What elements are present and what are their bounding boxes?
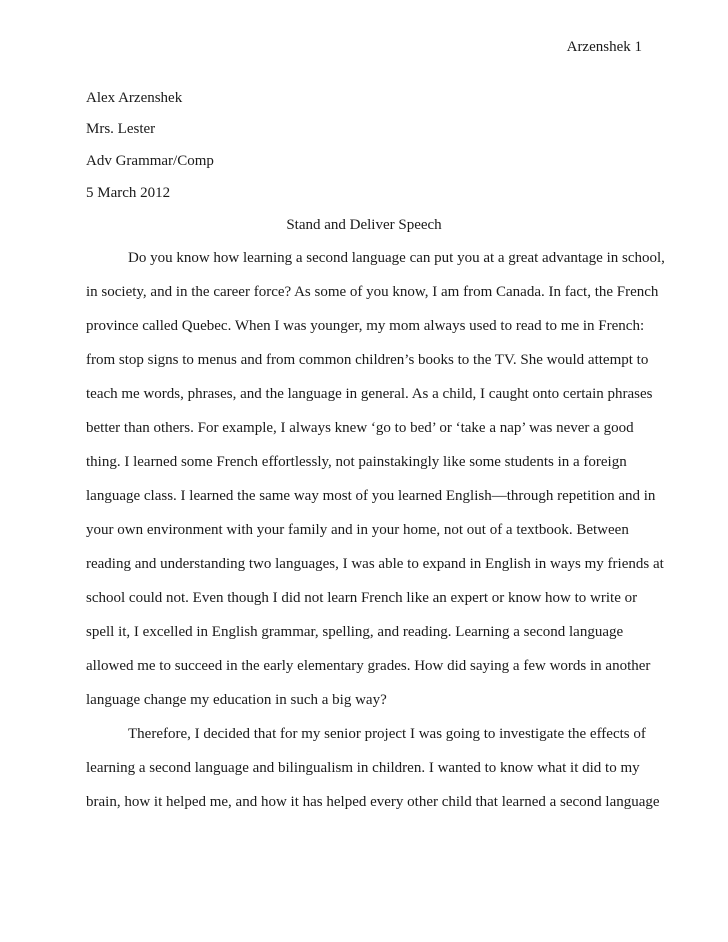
- student-name: Alex Arzenshek: [86, 90, 183, 106]
- body-line: province called Quebec. When I was younger, my mom always used to read to me in French:: [86, 318, 645, 334]
- body-line: Do you know how learning a second language can put you at a great advantage in school,: [128, 250, 665, 266]
- body-line: allowed me to succeed in the early elementary grades. How did saying a few words in another: [86, 658, 651, 674]
- body-line: better than others. For example, I always knew ‘go to bed’ or ‘take a nap’ was never a good: [86, 420, 634, 436]
- body-line: brain, how it helped me, and how it has helped every other child that learned a second language: [86, 794, 660, 810]
- body-line: thing. I learned some French effortlessly, not painstakingly like some students in a foreign: [86, 454, 627, 470]
- body-line: reading and understanding two languages, I was able to expand in English in ways my friends at: [86, 556, 664, 572]
- body-line: language change my education in such a big way?: [86, 692, 387, 708]
- essay-date: 5 March 2012: [86, 185, 171, 201]
- course-name: Adv Grammar/Comp: [86, 153, 214, 169]
- body-line: school could not. Even though I did not learn French like an expert or know how to write or: [86, 590, 638, 606]
- teacher-name: Mrs. Lester: [86, 121, 156, 137]
- body-line: Therefore, I decided that for my senior project I was going to investigate the effects of: [128, 726, 646, 742]
- running-header: Arzenshek 1: [566, 39, 642, 55]
- body-line: in society, and in the career force? As some of you know, I am from Canada. In fact, the French: [86, 284, 659, 300]
- body-line: teach me words, phrases, and the language in general. As a child, I caught onto certain phrases: [86, 386, 653, 402]
- body-line: from stop signs to menus and from common children’s books to the TV. She would attempt to: [86, 352, 649, 368]
- body-line: your own environment with your family and in your home, not out of a textbook. Between: [86, 522, 629, 538]
- essay-title: Stand and Deliver Speech: [286, 217, 442, 233]
- body-line: learning a second language and bilingualism in children. I wanted to know what it did to my: [86, 760, 640, 776]
- body-line: spell it, I excelled in English grammar, spelling, and reading. Learning a second language: [86, 624, 624, 640]
- body-line: language class. I learned the same way most of you learned English—through repetition and in: [86, 488, 656, 504]
